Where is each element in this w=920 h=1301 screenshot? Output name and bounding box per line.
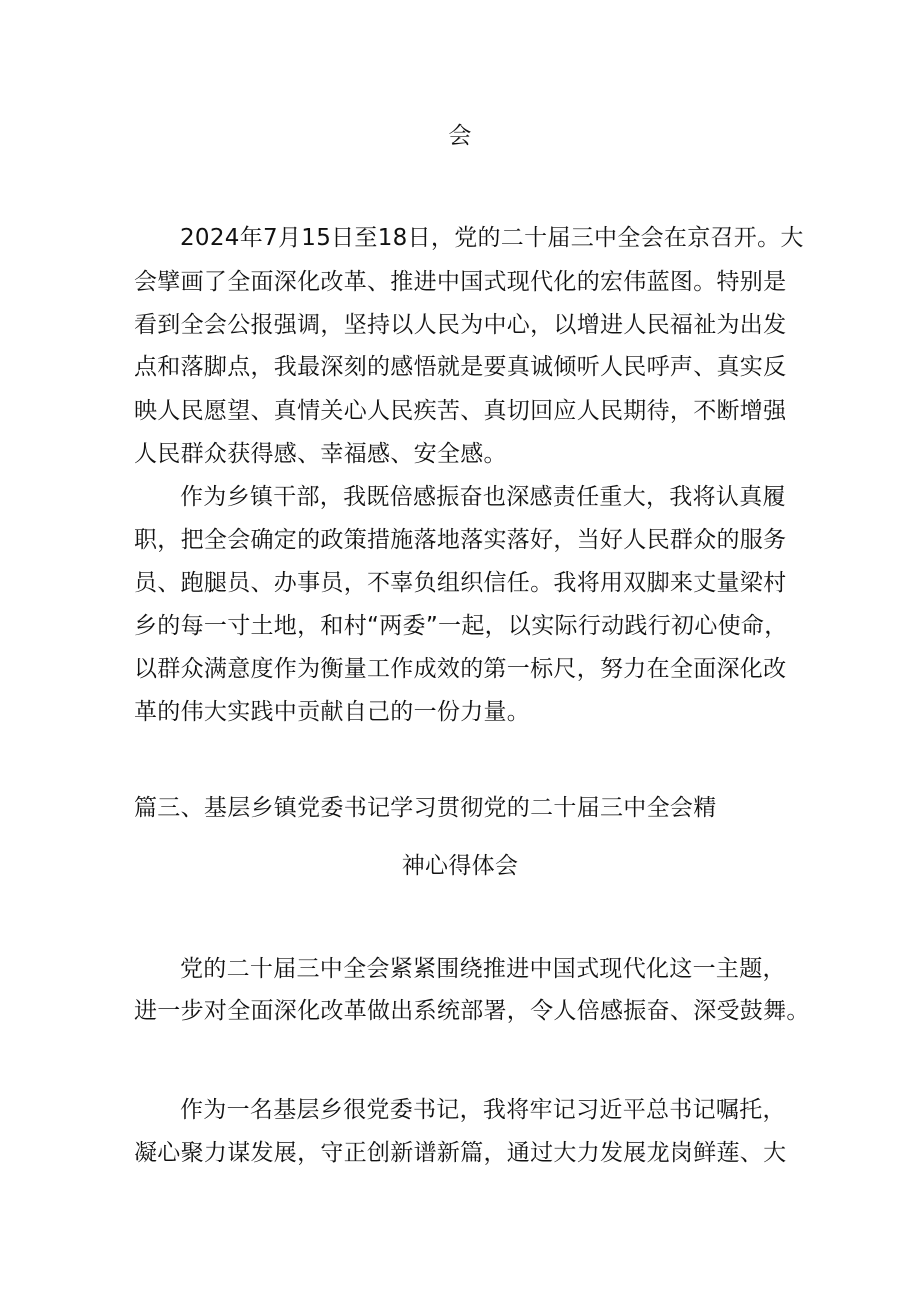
paragraph1-line-2: 会擘画了全面深化改革、推进中国式现代化的宏伟蓝图。特别是 [134, 269, 787, 295]
paragraph2-line-5: 以群众满意度作为衡量工作成效的第一标尺，努力在全面深化改 [134, 656, 787, 682]
paragraph2-line-2: 职，把全会确定的政策措施落地落实落好，当好人民群众的服务 [134, 527, 787, 553]
paragraph3-line-1: 党的二十届三中全会紧紧围绕推进中国式现代化这一主题， [180, 956, 786, 982]
paragraph2-line-4: 乡的每一寸土地，和村“两委”一起，以实际行动践行初心使命， [134, 613, 788, 639]
section3-title-line-2: 神心得体会 [401, 853, 519, 879]
paragraph4-line-1: 作为一名基层乡很党委书记，我将牢记习近平总书记嘱托， [180, 1097, 786, 1123]
paragraph2-line-6: 革的伟大实践中贡献自己的一份力量。 [134, 699, 531, 725]
paragraph4-line-2: 凝心聚力谋发展，守正创新谱新篇，通过大力发展龙岗鲜莲、大 [134, 1140, 787, 1166]
paragraph2-line-3: 员、跑腿员、办事员，不辜负组织信任。我将用双脚来丈量梁村 [134, 570, 787, 596]
paragraph1-line-6: 人民群众获得感、幸福感、安全感。 [134, 441, 507, 467]
section3-title-line-1: 篇三、基层乡镇党委书记学习贯彻党的二十届三中全会精 [134, 795, 717, 821]
heading-tail: 会 [448, 123, 472, 149]
paragraph1-line-5: 映人民愿望、真情关心人民疾苦、真切回应人民期待，不断增强 [134, 398, 787, 424]
paragraph1-line-1: 2024年7月15日至18日，党的二十届三中全会在京召开。大 [180, 225, 804, 251]
paragraph1-line-3: 看到全会公报强调，坚持以人民为中心，以增进人民福祉为出发 [134, 312, 787, 338]
paragraph2-line-1: 作为乡镇干部，我既倍感振奋也深感责任重大，我将认真履 [180, 484, 786, 510]
paragraph1-line-4: 点和落脚点，我最深刻的感悟就是要真诚倾听人民呼声、真实反 [134, 354, 787, 380]
paragraph3-line-2: 进一步对全面深化改革做出系统部署，令人倍感振奋、深受鼓舞。 [134, 998, 810, 1024]
